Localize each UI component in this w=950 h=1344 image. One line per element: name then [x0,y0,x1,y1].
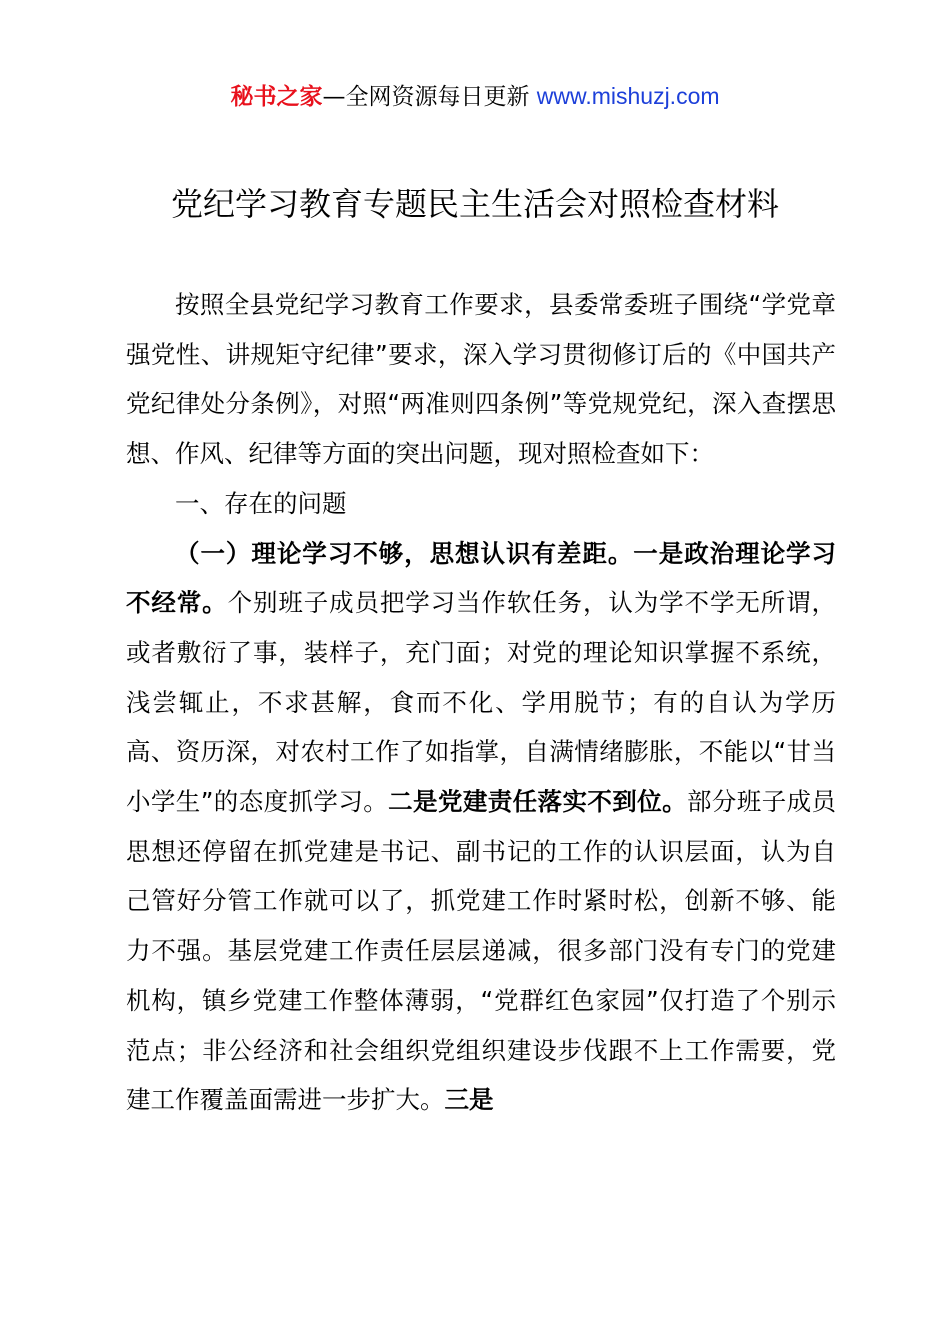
point2-text: 部分班子成员思想还停留在抓党建是书记、副书记的工作的认识层面，认为自己管好分管工作就可以了，抓党建工作时紧时松，创新不够、能力不强。基层党建工作责任层层递减，很多部门没有专门的党建机构，镇乡党建工作整体薄弱，“党群红色家园”仅打造了个别示范点；非公经济和社会组织党组织建设步伐跟不上工作需要，党建工作覆盖面需进一步扩大。 [126,787,837,1115]
site-header [0,80,950,113]
document-title: 党纪学习教育专题民主生活会对照检查材料 [170,185,779,223]
document-body [126,280,836,1125]
section-heading: 一、存在的问题 [175,488,347,518]
site-url[interactable]: www.mishuzj.com [536,83,720,109]
point1-heading: 一是政治理论学习不经常。 [126,538,837,618]
item-heading: （一）理论学习不够，思想认识有差距。 [175,538,634,568]
intro-paragraph: 按照全县党纪学习教育工作要求，县委常委班子围绕“学党章强党性、讲规矩守纪律”要求，深入学习贯彻修订后的《中国共产党纪律处分条例》，对照“两准则四条例”等党规党纪，深入查摆思想、作风、纪律等方面的突出问题，现对照检查如下： [126,290,836,469]
point1-text: 个别班子成员把学习当作软任务，认为学不学无所谓，或者敷衍了事，装样子，充门面；对党的理论知识掌握不系统，浅尝辄止，不求甚解，食而不化、学用脱节；有的自认为学历高、资历深，对农村工作了如指掌，自满情绪膨胀，不能以“甘当小学生”的态度抓学习。 [126,588,837,817]
brand-name: 秘书之家 [230,84,323,110]
header-tagline: —全网资源每日更新 [322,84,537,110]
point3-heading: 三是 [444,1085,494,1115]
point2-heading: 二是党建责任落实不到位。 [388,787,687,817]
problem-paragraph [126,529,836,1125]
